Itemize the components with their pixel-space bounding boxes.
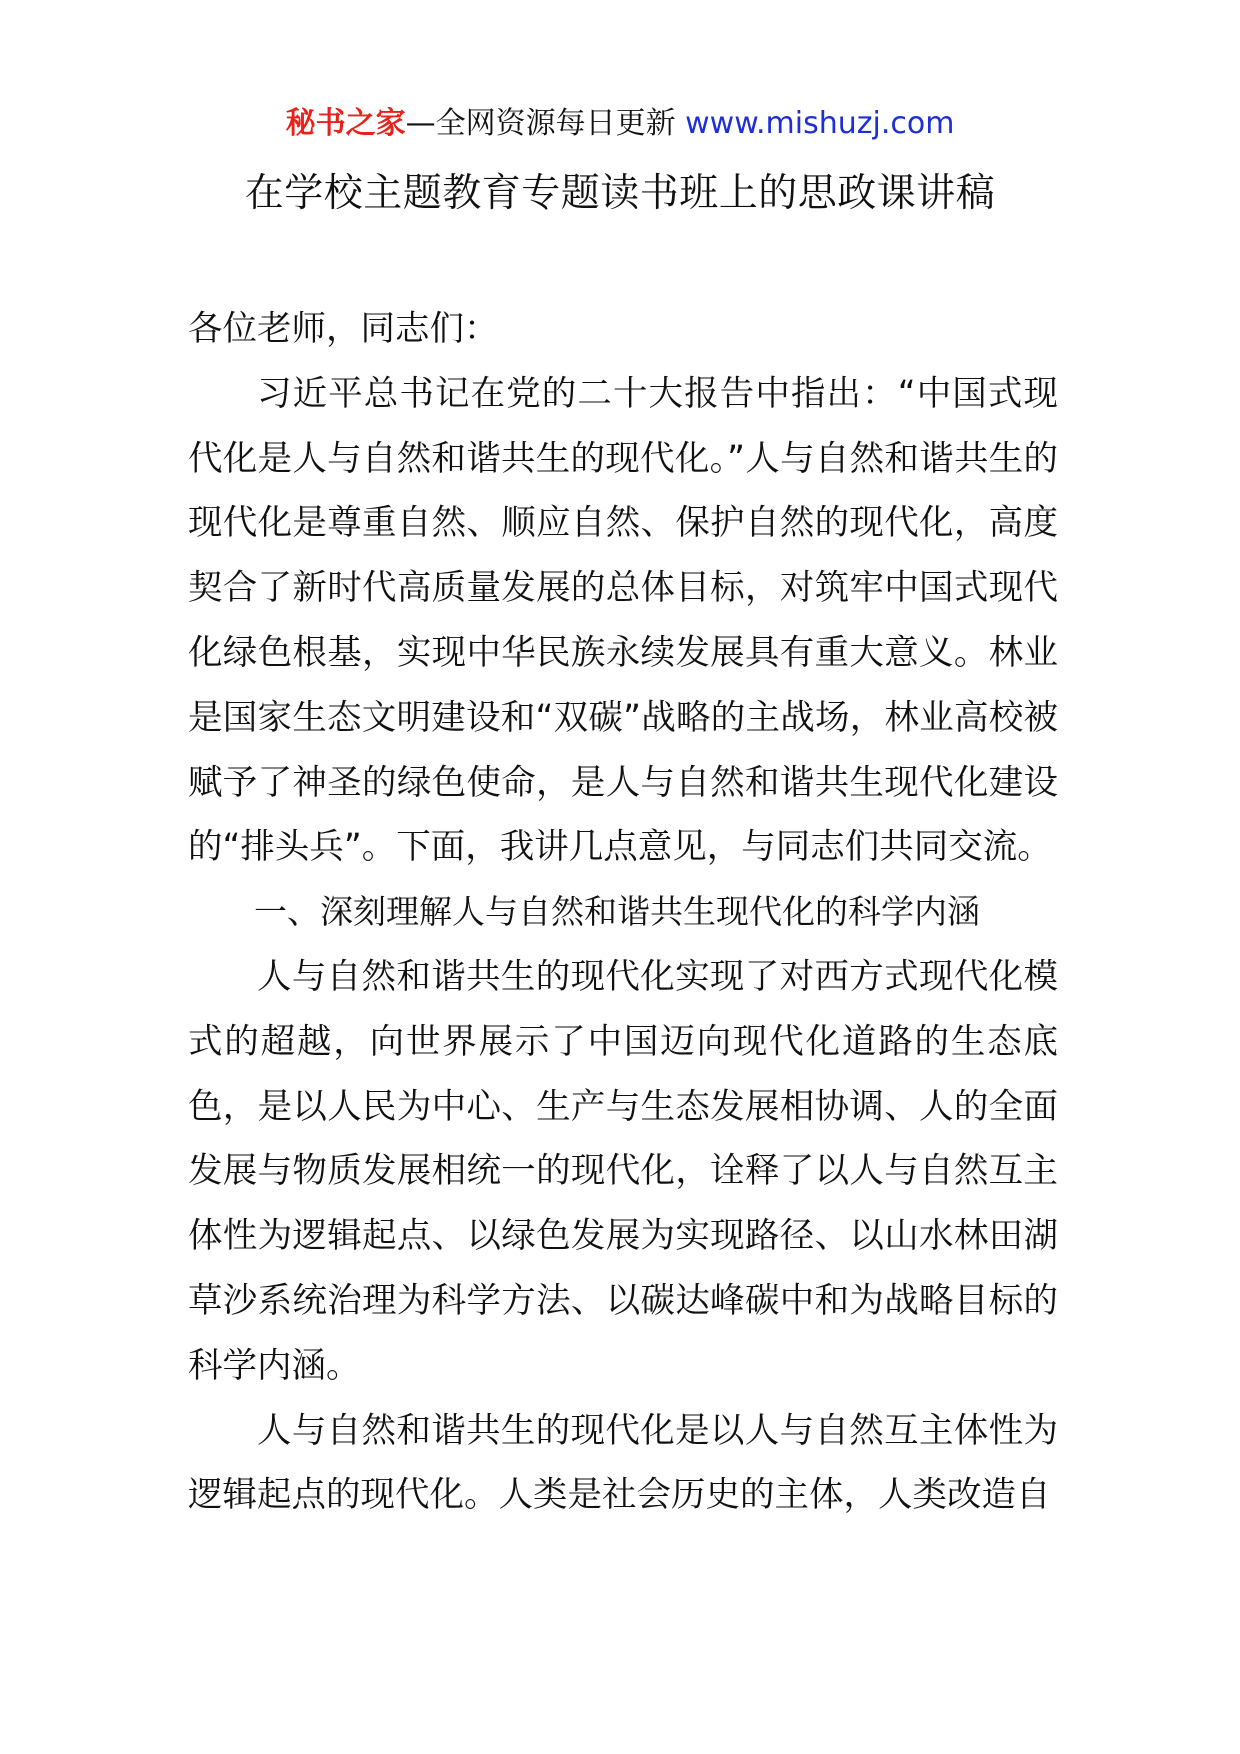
salutation: 各位老师，同志们： [188,309,499,349]
site-url-link[interactable]: www.mishuzj.com [685,106,955,141]
paragraph-intro: 习近平总书记在党的二十大报告中指出：“中国式现代化是人与自然和谐共生的现代化。”人与自然和谐共生的现代化是尊重自然、顺应自然、保护自然的现代化，高度契合了新时代高质量发展的总体目标，对筑牢中国式现代化绿色根基，实现中华民族永续发展具有重大意义。林业是国家生态文明建设和“双碳”战略的主战场，林业高校被赋予了神圣的绿色使命，是人与自然和谐共生现代化建设的“排头兵”。下面，我讲几点意见，与同志们共同交流。 [188,373,1058,868]
document-title: 在学校主题教育专题读书班上的思政课讲稿 [244,171,996,216]
paragraph-section-1-continued: 人与自然和谐共生的现代化是以人与自然互主体性为逻辑起点的现代化。人类是社会历史的主体，人类改造自 [188,1410,1058,1516]
document-body [188,297,1058,1528]
header-tagline: —全网资源每日更新 [405,106,676,141]
paragraph-section-1: 人与自然和谐共生的现代化实现了对西方式现代化模式的超越，向世界展示了中国迈向现代化道路的生态底色，是以人民为中心、生产与生态发展相协调、人的全面发展与物质发展相统一的现代化，诠释了以人与自然互主体性为逻辑起点、以绿色发展为实现路径、以山水林田湖草沙系统治理为科学方法、以碳达峰碳中和为战略目标的科学内涵。 [188,956,1058,1386]
site-header [0,104,1240,144]
section-heading-1: 一、深刻理解人与自然和谐共生现代化的科学内涵 [254,892,980,932]
brand-name: 秘书之家 [285,106,406,141]
